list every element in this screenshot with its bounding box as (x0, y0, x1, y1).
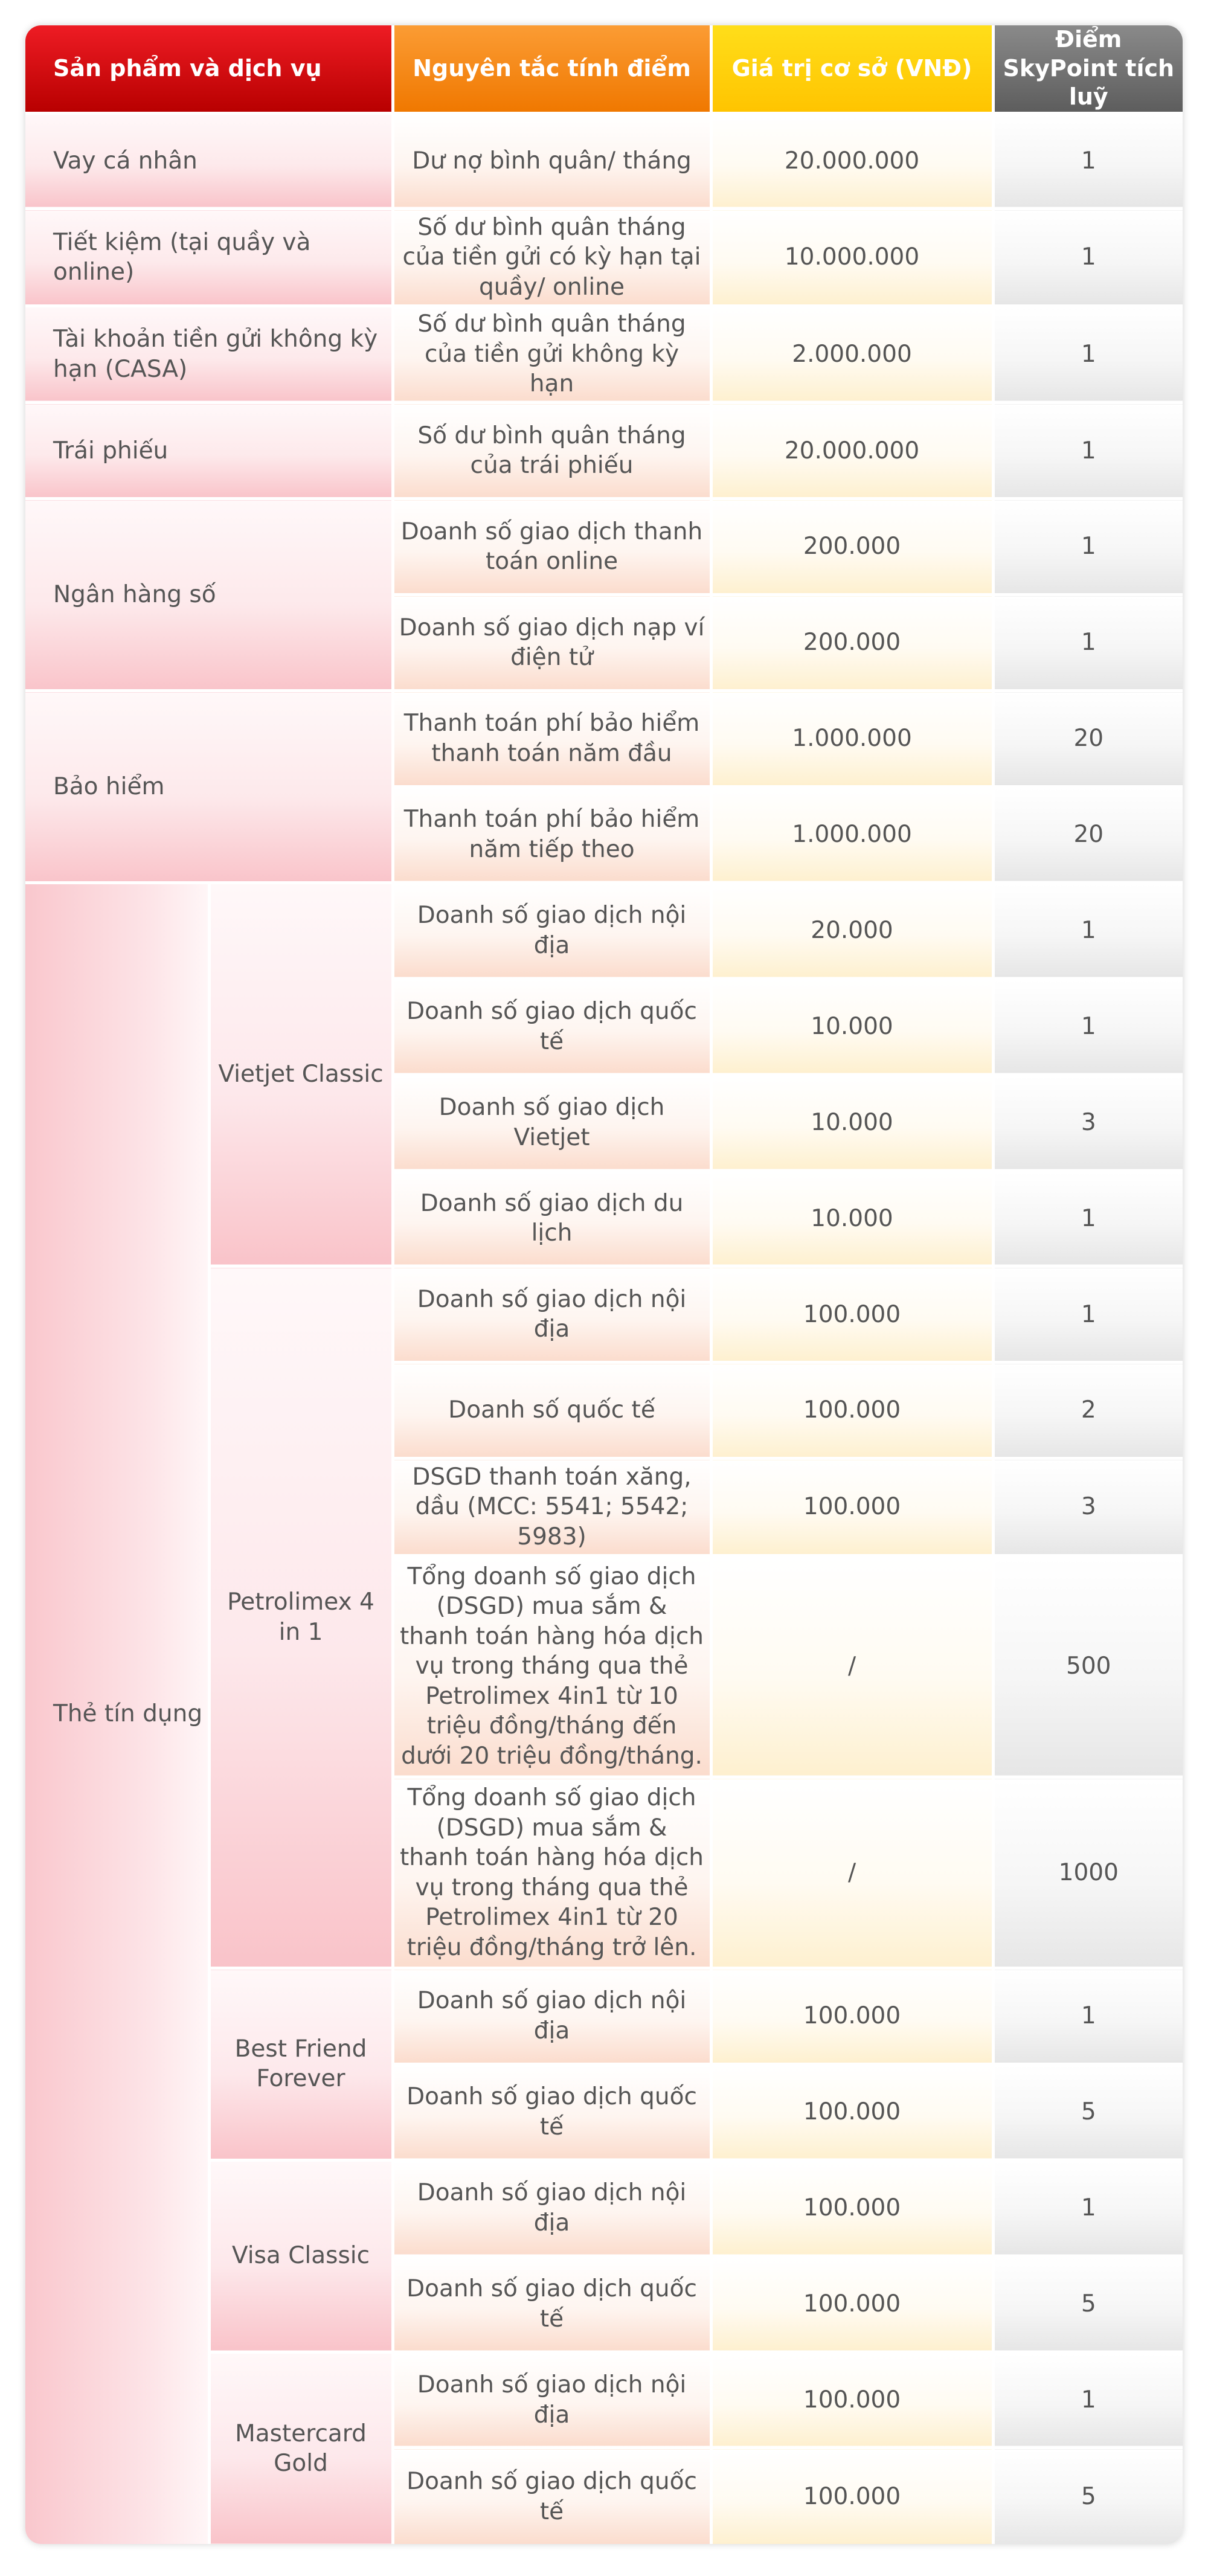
rule-cell: Doanh số giao dịch quốc tế (393, 2256, 711, 2352)
base-value-cell: / (711, 1778, 993, 1968)
header-skypoint: Điểm SkyPoint tích luỹ (993, 25, 1183, 113)
points-cell: 1 (993, 306, 1183, 403)
points-cell: 1 (993, 978, 1183, 1074)
points-cell: 5 (993, 2448, 1183, 2544)
header-products-services: Sản phẩm và dịch vụ (25, 25, 393, 113)
product-cell: Bảo hiểm (25, 691, 393, 883)
card-name-cell: Vietjet Classic (209, 882, 393, 1267)
points-cell: 5 (993, 2256, 1183, 2352)
table-row (25, 209, 1183, 306)
base-value-cell: 200.000 (711, 499, 993, 595)
base-value-cell: 100.000 (711, 2352, 993, 2448)
rule-cell: Tổng doanh số giao dịch (DSGD) mua sắm & thanh toán hàng hóa dịch vụ trong tháng qua thẻ Petrolimex 4in1 từ 20 triệu đồng/tháng trở lên. (393, 1778, 711, 1968)
product-cell: Ngân hàng số (25, 499, 393, 691)
base-value-cell: 100.000 (711, 1459, 993, 1556)
product-cell: Tiết kiệm (tại quầy và online) (25, 209, 393, 306)
base-value-cell: 1.000.000 (711, 786, 993, 882)
rule-cell: Doanh số quốc tế (393, 1363, 711, 1459)
card-name-cell: Mastercard Gold (209, 2352, 393, 2544)
rule-cell: Doanh số giao dịch Vietjet (393, 1074, 711, 1171)
base-value-cell: 200.000 (711, 595, 993, 691)
header-scoring-rule: Nguyên tắc tính điểm (393, 25, 711, 113)
rule-cell: Doanh số giao dịch nạp ví điện tử (393, 595, 711, 691)
points-cell: 1 (993, 209, 1183, 306)
base-value-cell: 100.000 (711, 2256, 993, 2352)
rule-cell: Số dư bình quân tháng của trái phiếu (393, 403, 711, 499)
points-cell: 20 (993, 786, 1183, 882)
card-name-cell: Best Friend Forever (209, 1968, 393, 2160)
base-value-cell: 10.000 (711, 1171, 993, 1267)
points-cell: 2 (993, 1363, 1183, 1459)
rule-cell: Số dư bình quân tháng của tiền gửi không kỳ hạn (393, 306, 711, 403)
rule-cell: Doanh số giao dịch quốc tế (393, 978, 711, 1074)
points-cell: 1 (993, 882, 1183, 978)
points-cell: 3 (993, 1074, 1183, 1171)
base-value-cell: 100.000 (711, 1363, 993, 1459)
points-cell: 1 (993, 1267, 1183, 1363)
base-value-cell: 10.000 (711, 1074, 993, 1171)
header-base-value: Giá trị cơ sở (VNĐ) (711, 25, 993, 113)
rule-cell: Doanh số giao dịch thanh toán online (393, 499, 711, 595)
base-value-cell: 100.000 (711, 2160, 993, 2256)
base-value-cell: 20.000.000 (711, 113, 993, 209)
rule-cell: Thanh toán phí bảo hiểm thanh toán năm đầu (393, 691, 711, 787)
table-row (25, 306, 1183, 403)
base-value-cell: 20.000.000 (711, 403, 993, 499)
table-row (25, 403, 1183, 499)
table-row (25, 882, 1183, 978)
base-value-cell: 2.000.000 (711, 306, 993, 403)
product-cell: Trái phiếu (25, 403, 393, 499)
points-cell: 1 (993, 1968, 1183, 2064)
base-value-cell: / (711, 1555, 993, 1778)
base-value-cell: 100.000 (711, 1968, 993, 2064)
points-cell: 1000 (993, 1778, 1183, 1968)
points-cell: 1 (993, 2160, 1183, 2256)
skypoint-points-table (25, 25, 1183, 2544)
product-cell: Tài khoản tiền gửi không kỳ hạn (CASA) (25, 306, 393, 403)
product-cell: Vay cá nhân (25, 113, 393, 209)
base-value-cell: 1.000.000 (711, 691, 993, 787)
points-cell: 3 (993, 1459, 1183, 1556)
card-name-cell: Petrolimex 4 in 1 (209, 1267, 393, 1968)
rule-cell: Thanh toán phí bảo hiểm năm tiếp theo (393, 786, 711, 882)
rule-cell: Doanh số giao dịch nội địa (393, 2352, 711, 2448)
points-cell: 1 (993, 403, 1183, 499)
rule-cell: Doanh số giao dịch quốc tế (393, 2064, 711, 2160)
points-cell: 1 (993, 2352, 1183, 2448)
table-row (25, 113, 1183, 209)
points-cell: 1 (993, 1171, 1183, 1267)
points-cell: 20 (993, 691, 1183, 787)
base-value-cell: 100.000 (711, 2448, 993, 2544)
card-name-cell: Visa Classic (209, 2160, 393, 2352)
rule-cell: Số dư bình quân tháng của tiền gửi có kỳ hạn tại quầy/ online (393, 209, 711, 306)
base-value-cell: 100.000 (711, 1267, 993, 1363)
rule-cell: Doanh số giao dịch nội địa (393, 882, 711, 978)
table-header-row (25, 25, 1183, 113)
base-value-cell: 20.000 (711, 882, 993, 978)
rule-cell: Doanh số giao dịch nội địa (393, 1968, 711, 2064)
points-cell: 1 (993, 113, 1183, 209)
base-value-cell: 10.000 (711, 978, 993, 1074)
table-row (25, 691, 1183, 787)
rule-cell: Doanh số giao dịch nội địa (393, 1267, 711, 1363)
points-cell: 5 (993, 2064, 1183, 2160)
base-value-cell: 10.000.000 (711, 209, 993, 306)
rule-cell: Dư nợ bình quân/ tháng (393, 113, 711, 209)
rule-cell: Doanh số giao dịch quốc tế (393, 2448, 711, 2544)
product-cell-credit-card: Thẻ tín dụng (25, 882, 209, 2544)
skypoint-table-container (25, 25, 1183, 2544)
rule-cell: DSGD thanh toán xăng, dầu (MCC: 5541; 5542; 5983) (393, 1459, 711, 1556)
rule-cell: Doanh số giao dịch du lịch (393, 1171, 711, 1267)
points-cell: 1 (993, 595, 1183, 691)
points-cell: 500 (993, 1555, 1183, 1778)
rule-cell: Tổng doanh số giao dịch (DSGD) mua sắm & thanh toán hàng hóa dịch vụ trong tháng qua thẻ Petrolimex 4in1 từ 10 triệu đồng/tháng đến dưới 20 triệu đồng/tháng. (393, 1555, 711, 1778)
base-value-cell: 100.000 (711, 2064, 993, 2160)
rule-cell: Doanh số giao dịch nội địa (393, 2160, 711, 2256)
points-cell: 1 (993, 499, 1183, 595)
table-row (25, 499, 1183, 595)
